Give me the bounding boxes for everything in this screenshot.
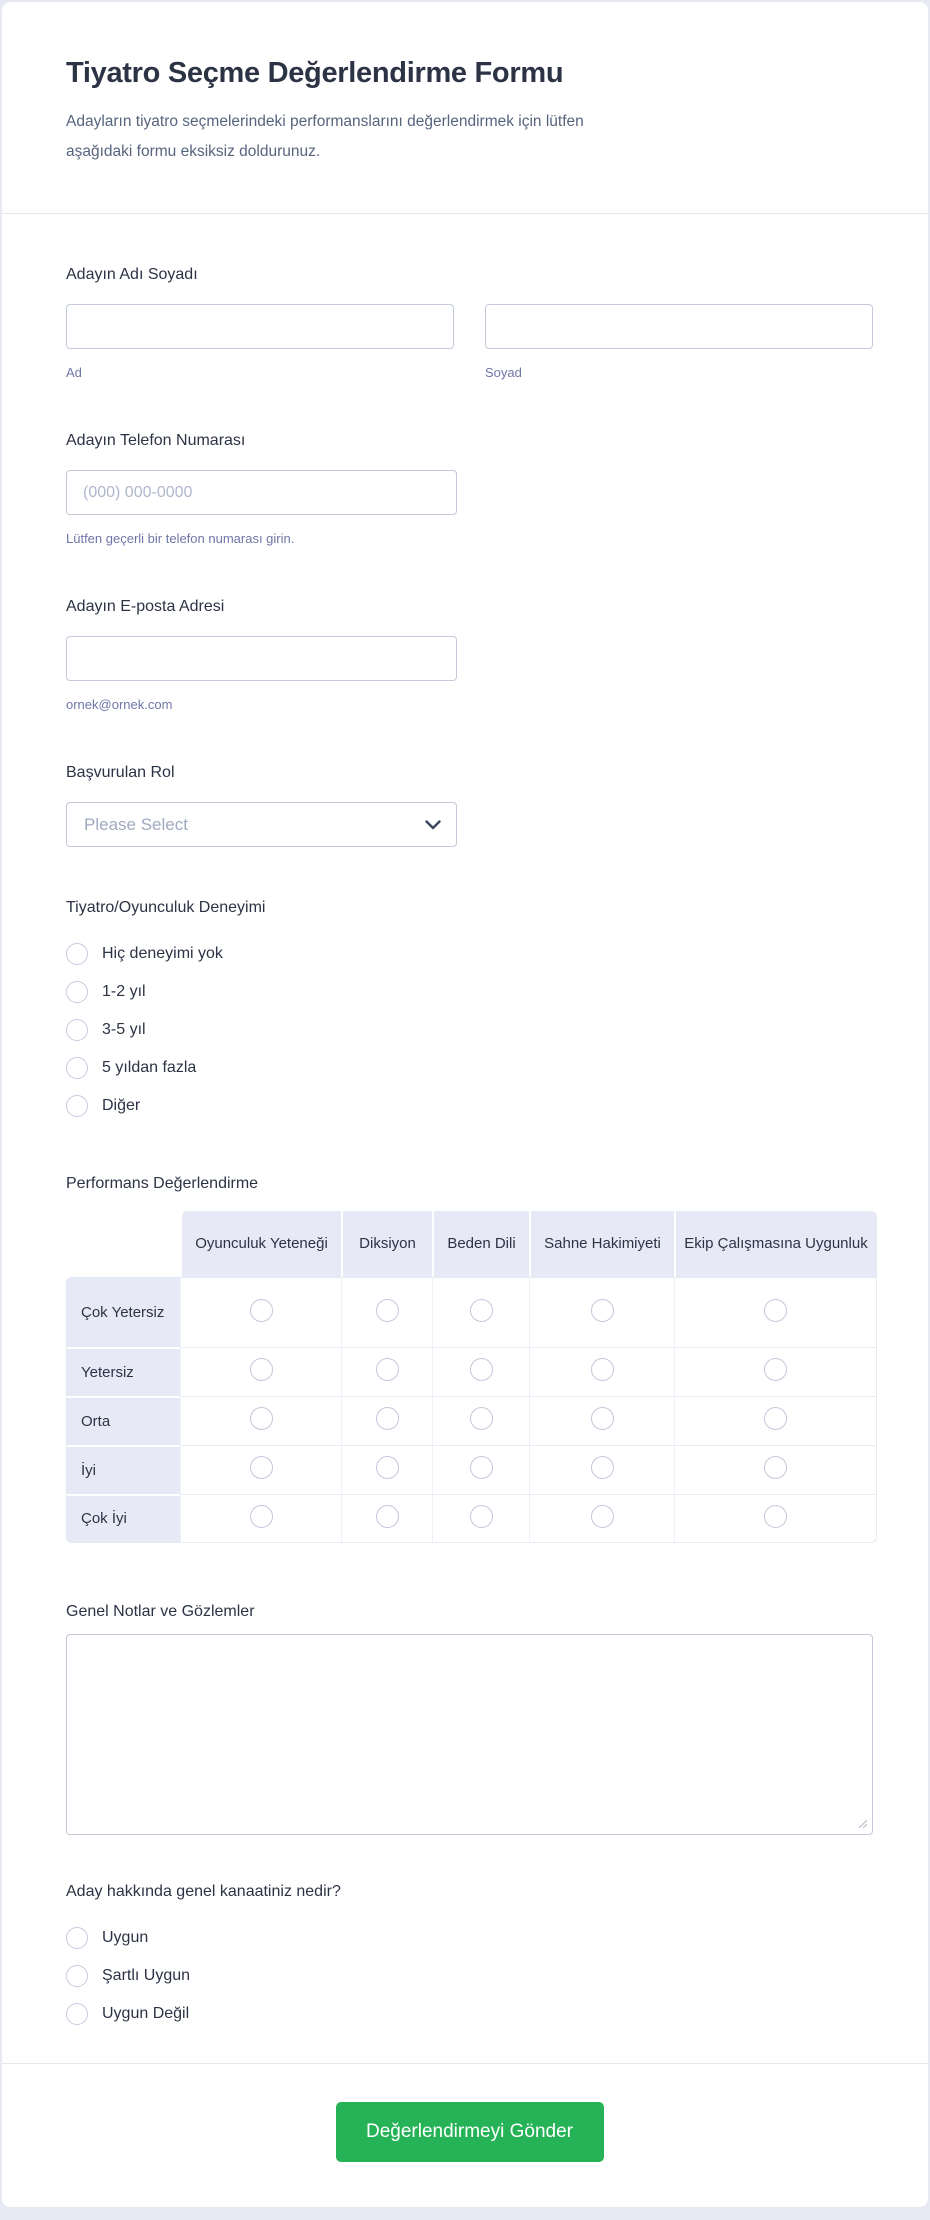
experience-radio-1[interactable] — [66, 981, 88, 1003]
matrix-radio[interactable] — [376, 1299, 399, 1322]
role-select[interactable] — [66, 802, 457, 847]
matrix-radio[interactable] — [376, 1505, 399, 1528]
experience-radio-3[interactable] — [66, 1057, 88, 1079]
matrix-cell — [529, 1347, 674, 1396]
experience-radio-2[interactable] — [66, 1019, 88, 1041]
matrix-row-header: İyi — [66, 1445, 180, 1494]
submit-button[interactable]: Değerlendirmeyi Gönder — [336, 2102, 604, 2162]
question-name — [66, 266, 873, 380]
experience-option-label: 1-2 yıl — [102, 982, 146, 1000]
matrix-radio[interactable] — [470, 1505, 493, 1528]
matrix-radio[interactable] — [470, 1358, 493, 1381]
question-verdict — [66, 1883, 873, 2027]
matrix-row-header: Orta — [66, 1396, 180, 1445]
question-experience — [66, 899, 873, 1119]
matrix-row-header: Yetersiz — [66, 1347, 180, 1396]
matrix-cell — [674, 1445, 877, 1494]
resize-handle-icon[interactable] — [857, 1818, 867, 1828]
matrix-radio[interactable] — [250, 1299, 273, 1322]
matrix-cell — [674, 1494, 877, 1543]
matrix-row-header: Çok İyi — [66, 1494, 180, 1543]
matrix-cell — [529, 1277, 674, 1347]
verdict-question-label: Aday hakkında genel kanaatiniz nedir? — [66, 1883, 341, 1900]
matrix-col-header: Sahne Hakimiyeti — [529, 1211, 674, 1277]
matrix-cell — [180, 1445, 341, 1494]
matrix-cell — [432, 1494, 529, 1543]
experience-option-row — [66, 1092, 873, 1119]
matrix-radio[interactable] — [376, 1407, 399, 1430]
email-sublabel: ornek@ornek.com — [66, 697, 173, 712]
phone-sublabel: Lütfen geçerli bir telefon numarası girin. — [66, 531, 295, 546]
matrix-radio[interactable] — [470, 1456, 493, 1479]
first-name-input[interactable] — [66, 304, 454, 349]
matrix-cell — [341, 1347, 432, 1396]
matrix-radio[interactable] — [591, 1407, 614, 1430]
verdict-option-row — [66, 2000, 873, 2027]
matrix-radio[interactable] — [591, 1358, 614, 1381]
last-name-input[interactable] — [485, 304, 873, 349]
matrix-radio[interactable] — [591, 1505, 614, 1528]
name-question-label: Adayın Adı Soyadı — [66, 266, 198, 283]
matrix-cell — [432, 1445, 529, 1494]
notes-textarea[interactable] — [66, 1634, 873, 1835]
matrix-cell — [674, 1396, 877, 1445]
matrix-radio[interactable] — [470, 1407, 493, 1430]
matrix-col-header: Beden Dili — [432, 1211, 529, 1277]
form-card — [2, 2, 928, 2207]
matrix-corner-cell — [66, 1211, 180, 1277]
matrix-radio[interactable] — [250, 1358, 273, 1381]
email-input[interactable] — [66, 636, 457, 681]
question-role — [66, 764, 873, 847]
verdict-option-row — [66, 1962, 873, 1989]
notes-question-label: Genel Notlar ve Gözlemler — [66, 1603, 255, 1620]
matrix-cell — [432, 1277, 529, 1347]
matrix-radio[interactable] — [250, 1456, 273, 1479]
phone-input[interactable] — [66, 470, 457, 515]
verdict-option-label: Şartlı Uygun — [102, 1966, 191, 1984]
matrix-col-header: Ekip Çalışmasına Uygunluk — [674, 1211, 877, 1277]
matrix-cell — [180, 1277, 341, 1347]
matrix-cell — [180, 1396, 341, 1445]
matrix-cell — [341, 1445, 432, 1494]
matrix-cell — [180, 1347, 341, 1396]
verdict-radio-1[interactable] — [66, 1965, 88, 1987]
form-header — [66, 2, 873, 167]
matrix-cell — [432, 1396, 529, 1445]
submit-area — [66, 2064, 873, 2207]
verdict-option-row — [66, 1924, 873, 1951]
experience-radio-4[interactable] — [66, 1095, 88, 1117]
first-name-sublabel: Ad — [66, 365, 82, 380]
verdict-radio-0[interactable] — [66, 1927, 88, 1949]
experience-option-row — [66, 1054, 873, 1081]
matrix-radio[interactable] — [250, 1505, 273, 1528]
matrix-col-header: Oyunculuk Yeteneği — [180, 1211, 341, 1277]
matrix-cell — [529, 1396, 674, 1445]
matrix-question-label: Performans Değerlendirme — [66, 1175, 259, 1192]
matrix-cell — [341, 1277, 432, 1347]
matrix-cell — [432, 1347, 529, 1396]
matrix-radio[interactable] — [591, 1456, 614, 1479]
email-question-label: Adayın E-posta Adresi — [66, 598, 225, 615]
experience-question-label: Tiyatro/Oyunculuk Deneyimi — [66, 899, 266, 916]
matrix-cell — [529, 1445, 674, 1494]
matrix-cell — [180, 1494, 341, 1543]
role-question-label: Başvurulan Rol — [66, 764, 175, 781]
matrix-radio[interactable] — [764, 1358, 787, 1381]
form-subtitle: Adayların tiyatro seçmelerindeki performanslarını değerlendirmek için lütfen aşağıdaki formu eksiksiz doldurunuz. — [66, 113, 584, 160]
verdict-option-label: Uygun Değil — [102, 2004, 190, 2022]
chevron-down-icon — [425, 820, 441, 830]
matrix-radio[interactable] — [250, 1407, 273, 1430]
header-divider — [2, 213, 928, 214]
experience-option-label: 3-5 yıl — [102, 1020, 146, 1038]
experience-option-row — [66, 1016, 873, 1043]
matrix-radio[interactable] — [764, 1505, 787, 1528]
last-name-sublabel: Soyad — [485, 365, 522, 380]
question-phone — [66, 432, 873, 546]
question-email — [66, 598, 873, 712]
matrix-cell — [341, 1396, 432, 1445]
matrix-cell — [341, 1494, 432, 1543]
phone-question-label: Adayın Telefon Numarası — [66, 432, 246, 449]
question-matrix — [66, 1175, 873, 1543]
matrix-row-header: Çok Yetersiz — [66, 1277, 180, 1347]
experience-option-label: 5 yıldan fazla — [102, 1058, 197, 1076]
matrix-radio[interactable] — [376, 1456, 399, 1479]
experience-option-label: Diğer — [102, 1096, 141, 1114]
question-notes — [66, 1603, 873, 1835]
matrix-radio[interactable] — [470, 1299, 493, 1322]
matrix-radio[interactable] — [591, 1299, 614, 1322]
matrix-cell — [674, 1277, 877, 1347]
verdict-option-label: Uygun — [102, 1928, 149, 1946]
form-title: Tiyatro Seçme Değerlendirme Formu — [66, 57, 564, 89]
verdict-radio-2[interactable] — [66, 2003, 88, 2025]
matrix-radio[interactable] — [764, 1456, 787, 1479]
matrix-cell — [529, 1494, 674, 1543]
performance-matrix-table — [66, 1211, 877, 1543]
experience-option-row — [66, 978, 873, 1005]
matrix-radio[interactable] — [764, 1407, 787, 1430]
role-select-value: Please Select — [84, 814, 188, 834]
matrix-radio[interactable] — [376, 1358, 399, 1381]
matrix-cell — [674, 1347, 877, 1396]
matrix-radio[interactable] — [764, 1299, 787, 1322]
matrix-col-header: Diksiyon — [341, 1211, 432, 1277]
experience-radio-0[interactable] — [66, 943, 88, 965]
experience-option-label: Hiç deneyimi yok — [102, 944, 223, 962]
experience-option-row — [66, 940, 873, 967]
